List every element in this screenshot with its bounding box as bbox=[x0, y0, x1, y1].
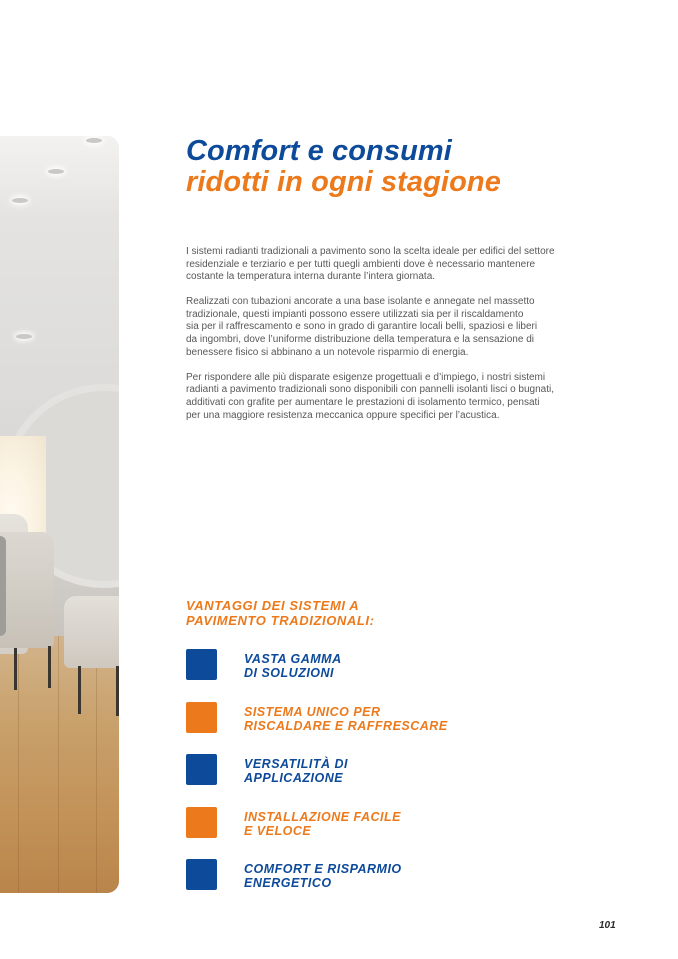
floor-plank-line bbox=[96, 636, 97, 893]
ceiling-spotlight bbox=[48, 169, 64, 174]
advantages-title: VANTAGGI DEI SISTEMI A PAVIMENTO TRADIZIONALI: bbox=[186, 598, 375, 628]
ceiling bbox=[0, 136, 119, 216]
armchair-leg bbox=[78, 666, 81, 714]
advantage-label: SISTEMA UNICO PER RISCALDARE E RAFFRESCARE bbox=[244, 704, 448, 733]
advantage-item bbox=[186, 702, 486, 755]
living-room-photo bbox=[0, 136, 119, 893]
advantage-label: INSTALLAZIONE FACILE E VELOCE bbox=[244, 809, 401, 838]
paragraph: I sistemi radianti tradizionali a pavimento sono la scelta ideale per edifici del settore residenziale e terziario e per tutti quegli ambienti dove è necessario mantenere costante la temperatura interna durante l’intera giornata. bbox=[186, 246, 555, 283]
advantage-label: VERSATILITÀ DI APPLICAZIONE bbox=[244, 757, 348, 785]
ceiling-spotlight bbox=[86, 138, 102, 143]
ceiling-spotlight bbox=[16, 334, 32, 339]
advantage-label: COMFORT E RISPARMIO ENERGETICO bbox=[244, 862, 402, 890]
advantage-item bbox=[186, 807, 486, 860]
sofa-cushion bbox=[0, 536, 6, 636]
armchair bbox=[64, 596, 119, 668]
ceiling-spotlight bbox=[12, 198, 28, 203]
advantage-item bbox=[186, 754, 486, 807]
square-bullet-icon bbox=[186, 702, 217, 733]
sofa-leg bbox=[14, 648, 17, 690]
square-bullet-icon bbox=[186, 649, 217, 680]
advantage-item bbox=[186, 649, 486, 702]
square-bullet-icon bbox=[186, 859, 217, 890]
title-line-2: ridotti in ogni stagione bbox=[186, 166, 501, 198]
advantage-item bbox=[186, 859, 486, 912]
body-text bbox=[186, 246, 616, 435]
square-bullet-icon bbox=[186, 754, 217, 785]
page-number: 101 bbox=[599, 920, 616, 931]
advantage-label: VASTA GAMMA DI SOLUZIONI bbox=[244, 652, 342, 680]
floor-plank-line bbox=[58, 636, 59, 893]
paragraph: Per rispondere alle più disparate esigenze progettuali e d’impiego, i nostri sistemi radianti a pavimento tradizionali sono disponibili con pannelli isolanti lisci o bugnati, additivati con grafite per aumentare le prestazioni di isolamento termico, pensati per una maggiore resistenza meccanica oppure specifici per l’acustica. bbox=[186, 371, 554, 421]
square-bullet-icon bbox=[186, 807, 217, 838]
page-title bbox=[186, 136, 501, 198]
title-line-1: Comfort e consumi bbox=[186, 135, 452, 167]
armchair-leg bbox=[116, 666, 119, 716]
floor-plank-line bbox=[18, 636, 19, 893]
sofa bbox=[0, 532, 54, 648]
paragraph: Realizzati con tubazioni ancorate a una base isolante e annegate nel massetto tradizionale, questi impianti possono essere utilizzati sia per il riscaldamento sia per il raffrescamento e sono in grado di garantire locali belli, spaziosi e liberi da ingombri, dove l’uniforme distribuzione della temperatura e la sensazione di benessere fisico si abbinano a un notevole risparmio di energia. bbox=[186, 296, 538, 358]
advantages-list bbox=[186, 649, 486, 912]
sofa-leg bbox=[48, 646, 51, 688]
